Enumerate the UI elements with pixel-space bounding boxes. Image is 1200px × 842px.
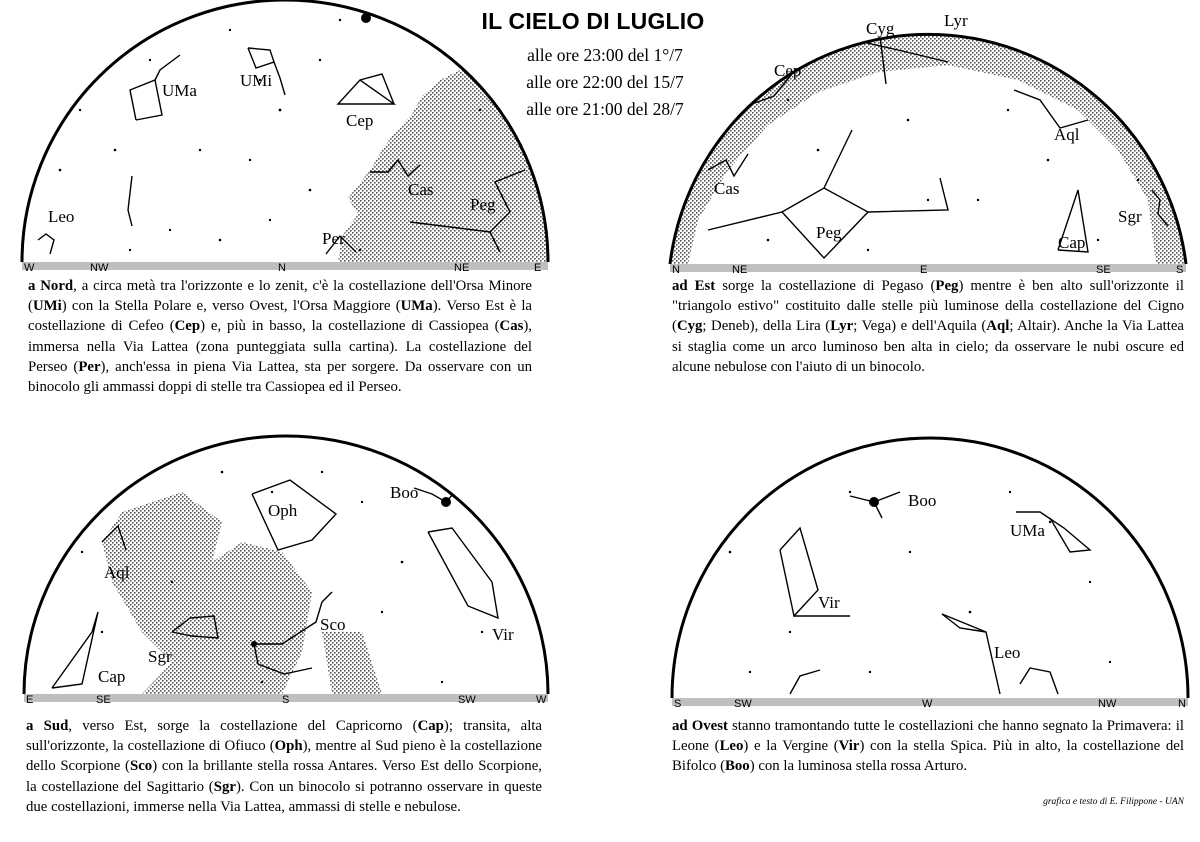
horizon-label-n-east: N [672, 264, 680, 276]
credit-line: grafica e testo di E. Filippone - UAN [1043, 797, 1184, 807]
milky-way-north [338, 62, 548, 262]
milky-way-east [668, 5, 1188, 264]
caption-keyword: Leo [719, 738, 744, 755]
leo-lines-west [942, 614, 1000, 694]
horizon-label-ne-east: NE [732, 264, 748, 276]
label-peg-east: Peg [816, 223, 842, 242]
label-cas-east: Cas [714, 179, 740, 198]
caption-keyword: UMa [400, 298, 433, 315]
label-oph: Oph [268, 501, 298, 520]
time-line-2: alle ore 22:00 del 15/7 [526, 72, 684, 92]
label-per: Per [322, 229, 345, 248]
label-lyr: Lyr [944, 11, 968, 30]
horizon-label-nw: NW [90, 262, 109, 272]
caption-keyword: a Sud [26, 718, 69, 734]
label-sco: Sco [320, 615, 346, 634]
caption-keyword: Boo [725, 758, 750, 775]
label-cap-south: Cap [98, 667, 126, 686]
caption-keyword: Sgr [213, 778, 236, 795]
label-cep-east: Cep [774, 61, 802, 80]
label-leo: Leo [48, 207, 75, 226]
horizon-label-nw-west: NW [1098, 698, 1117, 710]
horizon-label-n-west: N [1178, 698, 1186, 710]
ursa-major-lines [130, 80, 162, 120]
bootes-lines [414, 484, 462, 502]
caption-keyword: Vir [838, 738, 860, 755]
sky-map-south [22, 432, 552, 712]
caption-west [672, 716, 1184, 777]
caption-text: ), anch'essa in piena Via Lattea, sta per sorgere. Da osservare con un binocolo gli ammassi doppi di stelle tra Cassiopea ed il Perseo. [28, 358, 532, 396]
time-line-3: alle ore 21:00 del 28/7 [526, 99, 684, 119]
caption-keyword: Cyg [676, 318, 703, 335]
caption-text: stanno tramontando tutte le costellazioni che hanno segnato la Primavera: il Leone ( [672, 718, 1184, 755]
caption-east [672, 276, 1184, 377]
label-cep: Cep [346, 111, 374, 130]
horizon-label-n: N [278, 262, 286, 272]
horizon-label-s-south: S [282, 694, 290, 706]
horizon-label-w-south: W [536, 694, 547, 706]
caption-keyword: Per [78, 358, 101, 375]
sky-dome-west [672, 438, 1188, 698]
sky-map-north [20, 0, 550, 272]
caption-text: ) mentre è ben alto sull'orizzonte il "triangolo estivo" costituito dalle stelle più luminose della costellazione del Cigno ( [672, 278, 1185, 335]
horizon-label-e-east: E [920, 264, 928, 276]
page-title: IL CIELO DI LUGLIO [481, 8, 705, 34]
horizon-label-se-east: SE [1096, 264, 1111, 276]
caption-text: ), mentre al Sud pieno è la costellazione dello Scorpione ( [26, 738, 542, 775]
caption-keyword: UMi [32, 298, 62, 315]
caption-text: ); transita, alta sull'orizzonte, la costellazione di Ofiuco ( [26, 718, 542, 755]
caption-text: ; Deneb), della Lira ( [702, 318, 831, 335]
caption-text: ) e, più in basso, la costellazione di Cassiopea ( [200, 318, 500, 335]
label-vir-south: Vir [492, 625, 514, 644]
label-boo-west: Boo [908, 491, 937, 510]
sky-dome-east [670, 34, 1186, 264]
caption-keyword: Sco [129, 758, 153, 775]
leo-lines [38, 234, 54, 254]
sky-map-east [668, 0, 1192, 276]
horizon-label-e: E [534, 262, 542, 272]
caption-text: ) e la Vergine ( [743, 738, 839, 755]
caption-text: ) con la stella Spica. Più in alto, la costellazione del Bifolco ( [672, 738, 1184, 775]
caption-keyword: Cas [499, 318, 524, 335]
caption-keyword: Cep [174, 318, 201, 335]
caption-text: ; Altair). Anche la Via Lattea si staglia come un arco luminoso ben alta in cielo; da osservare le nubi oscure ed alcune nebulose con l'aiuto di un binocolo. [672, 318, 1184, 375]
virgo-lines [428, 528, 498, 618]
label-uma: UMa [162, 81, 197, 100]
time-line-1: alle ore 23:00 del 1°/7 [527, 45, 683, 65]
caption-text: ) con la luminosa stella rossa Arturo. [749, 758, 968, 775]
label-cas: Cas [408, 180, 434, 199]
caption-keyword: Lyr [830, 318, 854, 335]
caption-text: ; Vega) e dell'Aquila ( [853, 318, 987, 335]
label-vir-west: Vir [818, 593, 840, 612]
horizon-label-w-west: W [922, 698, 933, 710]
label-cyg: Cyg [866, 19, 895, 38]
capricornus-lines-south [52, 612, 98, 688]
horizon-label-sw-south: SW [458, 694, 476, 706]
caption-text: ) con la Stella Polare e, verso Ovest, l'Orsa Maggiore ( [61, 298, 401, 315]
horizon-label-s-west: S [674, 698, 682, 710]
label-sgr-east: Sgr [1118, 207, 1142, 226]
caption-text: ). Con un binocolo si potranno osservare in queste due costellazioni, immerse nella Via Lattea, ammassi di stelle e nebulose. [26, 778, 543, 815]
horizon-label-s-east: S [1176, 264, 1184, 276]
caption-keyword: Aql [986, 318, 1010, 335]
horizon-label-se-south: SE [96, 694, 111, 706]
caption-text: ). Verso Est è la costellazione di Cefeo ( [28, 298, 532, 335]
ursa-minor-lines [248, 48, 274, 68]
label-peg: Peg [470, 195, 496, 214]
label-aql-south: Aql [104, 563, 130, 582]
milky-way-south [102, 492, 312, 694]
label-sgr-south: Sgr [148, 647, 172, 666]
caption-keyword: Peg [935, 278, 959, 294]
caption-north [28, 276, 532, 397]
caption-text: ) con la brillante stella rossa Antares. Verso Est dello Scorpione, la costellazione del Sagittario ( [26, 758, 542, 795]
horizon-label-sw-west: SW [734, 698, 752, 710]
caption-text: ), immersa nella Via Lattea (zona punteggiata sulla cartina). La costellazione del Perseo ( [28, 318, 532, 375]
label-umi: UMi [240, 71, 273, 90]
caption-text: , a circa metà tra l'orizzonte e lo zenit, c'è la costellazione dell'Orsa Minore ( [28, 278, 532, 315]
caption-keyword: Oph [274, 738, 303, 755]
caption-keyword: ad Est [672, 278, 716, 294]
caption-keyword: Cap [417, 718, 444, 734]
label-boo-south: Boo [390, 483, 419, 502]
caption-keyword: a Nord [28, 278, 74, 294]
caption-south [26, 716, 542, 817]
label-leo-west: Leo [994, 643, 1021, 662]
horizon-label-e-south: E [26, 694, 34, 706]
sky-map-west [670, 432, 1192, 712]
label-uma-west: UMa [1010, 521, 1045, 540]
caption-text: , verso Est, sorge la costellazione del Capricorno ( [68, 718, 418, 734]
label-cap-east: Cap [1058, 233, 1086, 252]
caption-keyword: ad Ovest [672, 718, 728, 734]
horizon-label-w: W [24, 262, 35, 272]
label-aql: Aql [1054, 125, 1080, 144]
caption-text: sorge la costellazione di Pegaso ( [715, 278, 936, 294]
virgo-lines-west [780, 528, 818, 616]
horizon-label-ne: NE [454, 262, 470, 272]
